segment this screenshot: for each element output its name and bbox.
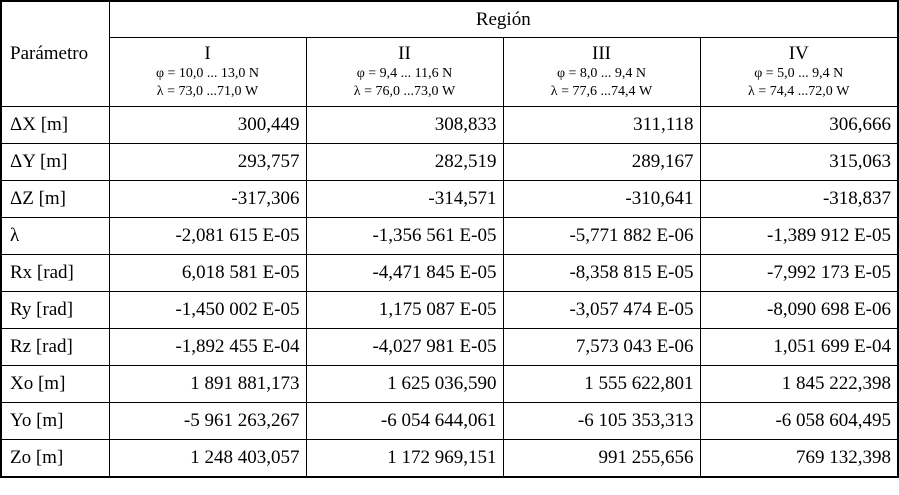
region-name: IV [788,43,809,64]
region-header-1 [109,38,306,107]
parameter-value: 289,167 [503,144,700,181]
region-latitude-range: φ = 5,0 ... 9,4 N [754,66,844,81]
parameter-value: 1 845 222,398 [700,366,898,403]
region-longitude-range: λ = 73,0 ...71,0 W [156,84,259,99]
region-longitude-range: λ = 77,6 ...74,4 W [550,84,653,99]
region-latitude-range: φ = 10,0 ... 13,0 N [155,66,260,81]
parameter-label: Xo [m] [1,366,109,403]
parameter-value: -8,358 815 E-05 [503,255,700,292]
parameter-value: 6,018 581 E-05 [109,255,306,292]
parameter-value: 306,666 [700,107,898,144]
parameter-value: 282,519 [306,144,503,181]
parameter-value: -5,771 882 E-06 [503,218,700,255]
parameter-value: -6 058 604,495 [700,403,898,440]
parameter-label: Yo [m] [1,403,109,440]
parameter-value: 769 132,398 [700,440,898,478]
parameter-value: 293,757 [109,144,306,181]
parameter-value: 1 172 969,151 [306,440,503,478]
region-header-4 [700,38,898,107]
parameter-value: -3,057 474 E-05 [503,292,700,329]
region-header-3 [503,38,700,107]
region-name: II [398,43,411,64]
parameter-value: -318,837 [700,181,898,218]
param-column-header: Parámetro [1,1,109,107]
region-name: I [204,43,211,64]
parameter-label: ΔX [m] [1,107,109,144]
table-row [1,144,898,181]
parameter-value: 1 625 036,590 [306,366,503,403]
region-latitude-range: φ = 9,4 ... 11,6 N [356,66,453,81]
parameter-value: 1,051 699 E-04 [700,329,898,366]
parameter-label: ΔY [m] [1,144,109,181]
parameter-value: -1,450 002 E-05 [109,292,306,329]
parameter-value: -310,641 [503,181,700,218]
parameter-value: -6 105 353,313 [503,403,700,440]
region-header-2 [306,38,503,107]
parameter-label: Rx [rad] [1,255,109,292]
parameter-value: -4,471 845 E-05 [306,255,503,292]
parameter-value: -1,356 561 E-05 [306,218,503,255]
parameter-value: 991 255,656 [503,440,700,478]
parameter-label: Zo [m] [1,440,109,478]
parameter-value: -8,090 698 E-06 [700,292,898,329]
table-row [1,403,898,440]
table-row [1,107,898,144]
parameter-value: 300,449 [109,107,306,144]
parameter-value: 1 248 403,057 [109,440,306,478]
region-latitude-range: φ = 8,0 ... 9,4 N [556,66,647,81]
parameter-value: 1 555 622,801 [503,366,700,403]
parameter-label: Ry [rad] [1,292,109,329]
region-group-header: Región [109,1,898,38]
parameter-value: 7,573 043 E-06 [503,329,700,366]
parameter-value: 1 891 881,173 [109,366,306,403]
parameter-value: -1,892 455 E-04 [109,329,306,366]
parameter-value: -5 961 263,267 [109,403,306,440]
parameter-label: λ [1,218,109,255]
parameter-value: -4,027 981 E-05 [306,329,503,366]
parameter-value: -317,306 [109,181,306,218]
parameter-value: -314,571 [306,181,503,218]
parameter-label: ΔZ [m] [1,181,109,218]
parameter-value: 1,175 087 E-05 [306,292,503,329]
parameter-label: Rz [rad] [1,329,109,366]
table-row [1,366,898,403]
parameter-value: -7,992 173 E-05 [700,255,898,292]
region-name: III [592,43,611,64]
table-row [1,255,898,292]
parameter-value: -2,081 615 E-05 [109,218,306,255]
table-row [1,440,898,478]
table-row [1,329,898,366]
parameter-value: 308,833 [306,107,503,144]
table-row [1,181,898,218]
parameter-value: -6 054 644,061 [306,403,503,440]
region-longitude-range: λ = 74,4 ...72,0 W [748,84,850,99]
table-row [1,292,898,329]
parameter-value: -1,389 912 E-05 [700,218,898,255]
region-longitude-range: λ = 76,0 ...73,0 W [353,84,456,99]
parameter-value: 315,063 [700,144,898,181]
parameter-value: 311,118 [503,107,700,144]
table-row [1,218,898,255]
